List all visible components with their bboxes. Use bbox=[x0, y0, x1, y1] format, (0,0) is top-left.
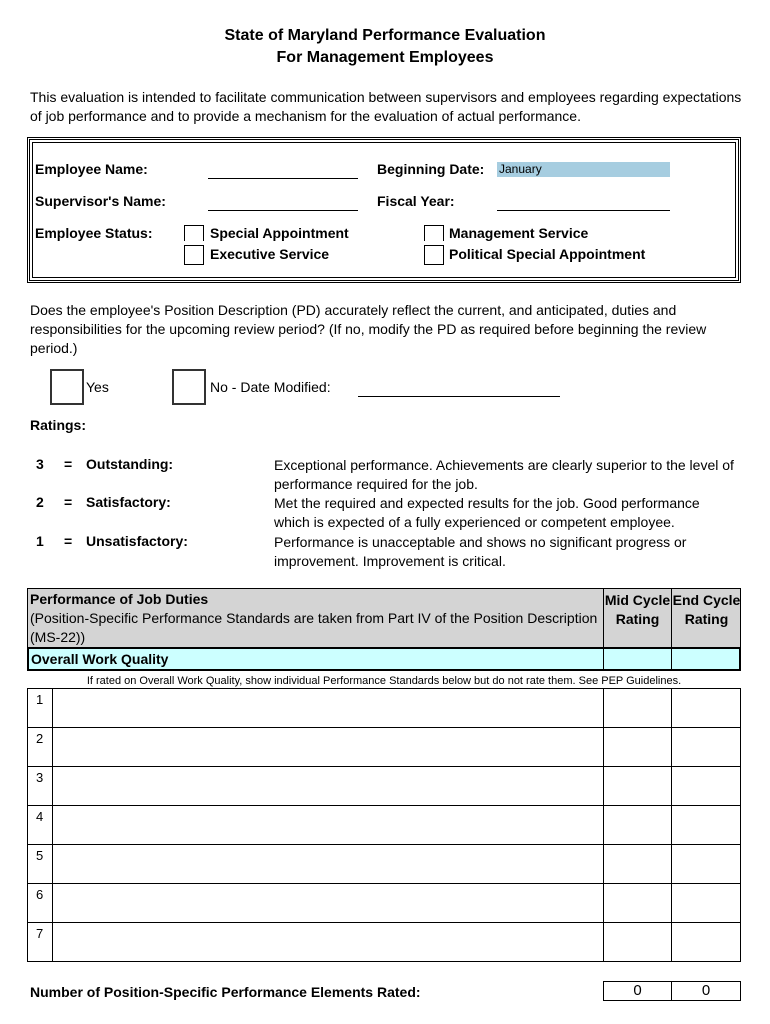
rating-2-num: 2 bbox=[36, 494, 44, 510]
pd-no-label: No - Date Modified: bbox=[210, 379, 331, 395]
employee-name-label: Employee Name: bbox=[35, 161, 148, 177]
rating-3-name: Outstanding: bbox=[86, 456, 174, 472]
rating-2-eq: = bbox=[64, 494, 73, 510]
rating-1-desc: Performance is unacceptable and shows no significant progress or improvement. Improvement is critical. bbox=[274, 534, 687, 569]
executive-service-label: Executive Service bbox=[210, 246, 330, 262]
standard-row-num: 7 bbox=[36, 926, 44, 941]
overall-note: If rated on Overall Work Quality, show individual Performance Standards below but do not rate them. See PEP Guidelines. bbox=[86, 675, 682, 687]
date-modified-field[interactable] bbox=[358, 396, 560, 397]
pd-no-checkbox[interactable] bbox=[172, 369, 206, 405]
special-appointment-label: Special Appointment bbox=[210, 225, 349, 241]
pd-question: Does the employee's Position Description (PD) accurately reflect the current, and anticipated, duties and responsibilities for the upcoming review period? (If no, modify the PD as required before beginning the review period.) bbox=[30, 302, 707, 356]
overall-mid-rating-cell[interactable] bbox=[603, 649, 671, 669]
duties-header-title: Performance of Job Duties bbox=[30, 591, 209, 607]
mid-cycle-header: Mid Cycle Rating bbox=[604, 592, 671, 627]
duties-header-sub: (Position-Specific Performance Standards are taken from Part IV of the Position Description (MS-22)) bbox=[30, 610, 598, 645]
page-subtitle: For Management Employees bbox=[276, 49, 494, 66]
special-appointment-checkbox[interactable] bbox=[184, 225, 204, 241]
employee-name-field[interactable] bbox=[208, 178, 358, 179]
rating-1-eq: = bbox=[64, 533, 73, 549]
page-title: State of Maryland Performance Evaluation bbox=[224, 27, 546, 44]
beginning-date-label: Beginning Date: bbox=[377, 161, 485, 177]
end-cycle-header: End Cycle Rating bbox=[672, 592, 741, 627]
rating-2-name: Satisfactory: bbox=[86, 494, 171, 510]
standard-row-num: 5 bbox=[36, 848, 44, 863]
standard-row-num: 2 bbox=[36, 731, 44, 746]
rating-3-num: 3 bbox=[36, 456, 44, 472]
elements-rated-end: 0 bbox=[671, 981, 741, 1001]
employee-status-label: Employee Status: bbox=[35, 225, 153, 241]
beginning-date-field[interactable]: January bbox=[497, 162, 670, 177]
rating-1-name: Unsatisfactory: bbox=[86, 533, 188, 549]
supervisor-name-label: Supervisor's Name: bbox=[35, 193, 166, 209]
fiscal-year-field[interactable] bbox=[497, 210, 670, 211]
intro-text: This evaluation is intended to facilitate communication between supervisors and employees regarding expectations of job performance and to provide a mechanism for the evaluation of actual performance. bbox=[30, 89, 742, 124]
rating-3-eq: = bbox=[64, 456, 73, 472]
overall-end-rating-cell[interactable] bbox=[671, 649, 739, 669]
standard-row-num: 3 bbox=[36, 770, 44, 785]
elements-rated-label: Number of Position-Specific Performance Elements Rated: bbox=[30, 984, 421, 1000]
supervisor-name-field[interactable] bbox=[208, 210, 358, 211]
ratings-heading: Ratings: bbox=[30, 417, 86, 433]
pd-yes-label: Yes bbox=[86, 379, 109, 395]
standard-row-num: 1 bbox=[36, 692, 44, 707]
management-service-checkbox[interactable] bbox=[424, 225, 444, 241]
standard-row-num: 4 bbox=[36, 809, 44, 824]
standard-row-num: 6 bbox=[36, 887, 44, 902]
standards-table bbox=[27, 688, 741, 962]
rating-3-desc: Exceptional performance. Achievements are clearly superior to the level of performance required for the job. bbox=[274, 457, 734, 492]
pd-yes-checkbox[interactable] bbox=[50, 369, 84, 405]
political-special-label: Political Special Appointment bbox=[449, 246, 646, 262]
rating-2-desc: Met the required and expected results for the job. Good performance which is expected of a fully experienced or competent employee. bbox=[274, 495, 700, 530]
political-special-checkbox[interactable] bbox=[424, 245, 444, 265]
overall-work-quality-label: Overall Work Quality bbox=[31, 651, 169, 667]
elements-rated-mid: 0 bbox=[603, 981, 672, 1001]
fiscal-year-label: Fiscal Year: bbox=[377, 193, 455, 209]
rating-1-num: 1 bbox=[36, 533, 44, 549]
management-service-label: Management Service bbox=[449, 225, 589, 241]
executive-service-checkbox[interactable] bbox=[184, 245, 204, 265]
